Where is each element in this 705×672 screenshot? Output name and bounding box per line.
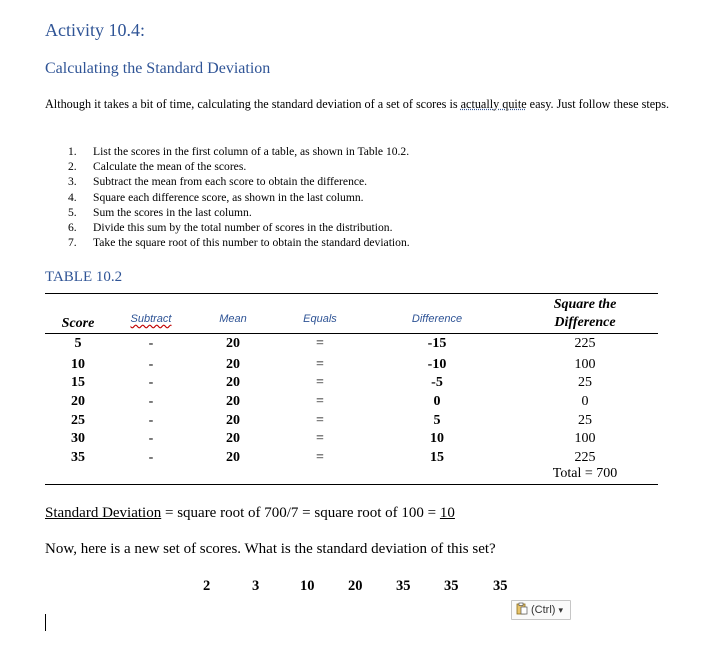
step-text: Divide this sum by the total number of scores in the distribution. (93, 220, 393, 234)
new-score-value: 20 (348, 578, 363, 594)
step-item (68, 190, 410, 205)
step-number: 7. (68, 236, 77, 250)
cell-subtract: - (148, 450, 154, 465)
cell-mean: 20 (226, 375, 240, 390)
step-item (68, 235, 410, 250)
cell-square: 0 (581, 394, 589, 409)
question-text: Now, here is a new set of scores. What is the standard deviation of this set? (45, 541, 496, 557)
cell-equals: = (316, 431, 324, 446)
cell-score: 30 (71, 431, 85, 446)
table-caption: TABLE 10.2 (45, 269, 123, 285)
steps-list (68, 144, 410, 250)
cell-equals: = (316, 357, 324, 372)
step-text: Subtract the mean from each score to obtain the difference. (93, 175, 368, 189)
cell-mean: 20 (226, 413, 240, 428)
cell-square: 100 (574, 357, 596, 372)
step-item (68, 220, 410, 235)
step-number: 6. (68, 220, 77, 234)
header-square-difference (535, 296, 635, 332)
cell-difference: 10 (430, 431, 444, 446)
cell-subtract: - (148, 336, 154, 351)
step-number: 2. (68, 160, 77, 174)
cell-equals: = (316, 413, 324, 428)
new-score-value: 3 (252, 578, 260, 594)
table-bottom-rule (45, 484, 658, 485)
header-subtract-text: Subtract (130, 313, 172, 325)
header-square-line1: Square the (553, 297, 617, 312)
step-text: Sum the scores in the last column. (93, 205, 252, 219)
header-difference: Difference (411, 313, 463, 325)
cell-equals: = (316, 375, 324, 390)
header-mean: Mean (219, 313, 247, 325)
cell-score: 35 (71, 450, 85, 465)
chevron-down-icon: ▾ (558, 604, 563, 615)
clipboard-icon (516, 602, 528, 618)
step-item (68, 205, 410, 220)
table-total: Total = 700 (552, 466, 618, 481)
cell-score: 15 (71, 375, 85, 390)
step-text: Square each difference score, as shown in the last column. (93, 190, 364, 204)
sd-value: 10 (439, 505, 455, 521)
paste-options-button[interactable] (511, 600, 571, 620)
cell-mean: 20 (226, 431, 240, 446)
cell-square: 225 (574, 336, 596, 351)
cell-subtract: - (148, 431, 154, 446)
cell-subtract: - (148, 375, 154, 390)
new-score-value: 35 (493, 578, 508, 594)
cell-score: 25 (71, 413, 85, 428)
step-number: 4. (68, 190, 77, 204)
new-score-value: 10 (300, 578, 315, 594)
standard-deviation-line (45, 505, 455, 522)
step-item (68, 144, 410, 159)
cell-subtract: - (148, 413, 154, 428)
cell-mean: 20 (226, 394, 240, 409)
sd-middle: = square root of 700/7 = square root of 100 = (161, 505, 440, 521)
step-number: 3. (68, 175, 77, 189)
cell-score: 5 (74, 336, 82, 351)
cell-square: 100 (574, 431, 596, 446)
cell-difference: 5 (433, 413, 441, 428)
intro-marked-text: actually quite (460, 97, 527, 111)
cell-difference: 0 (433, 394, 441, 409)
new-score-value: 35 (444, 578, 459, 594)
cell-subtract: - (148, 394, 154, 409)
cell-difference: 15 (430, 450, 444, 465)
cell-subtract: - (148, 357, 154, 372)
table-top-rule (45, 293, 658, 294)
cell-equals: = (316, 336, 324, 351)
cell-equals: = (316, 450, 324, 465)
text-cursor (45, 614, 46, 631)
cell-difference: -15 (427, 336, 447, 351)
cell-square: 25 (578, 413, 592, 428)
step-number: 5. (68, 205, 77, 219)
intro-before: Although it takes a bit of time, calculating the standard deviation of a set of scores is (45, 97, 461, 111)
cell-score: 20 (71, 394, 85, 409)
header-equals: Equals (303, 313, 337, 325)
intro-after: easy. Just follow these steps. (526, 97, 670, 111)
header-score: Score (61, 316, 95, 331)
cell-square: 25 (578, 375, 592, 390)
step-text: Calculate the mean of the scores. (93, 160, 247, 174)
step-item (68, 174, 410, 189)
cell-mean: 20 (226, 336, 240, 351)
cell-mean: 20 (226, 357, 240, 372)
step-text: List the scores in the first column of a table, as shown in Table 10.2. (93, 145, 410, 158)
header-square-line2: Difference (554, 315, 616, 330)
cell-score: 10 (71, 357, 85, 372)
sd-label: Standard Deviation (45, 505, 162, 521)
cell-square: 225 (574, 450, 596, 465)
activity-title: Activity 10.4: (45, 20, 145, 40)
cell-difference: -5 (431, 375, 443, 390)
step-text: Take the square root of this number to obtain the standard deviation. (93, 236, 410, 250)
new-score-value: 35 (396, 578, 411, 594)
paste-options-label: (Ctrl) (531, 604, 556, 616)
cell-mean: 20 (226, 450, 240, 465)
intro-paragraph (45, 96, 675, 113)
cell-difference: -10 (427, 357, 447, 372)
step-item (68, 159, 410, 174)
activity-subtitle: Calculating the Standard Deviation (45, 60, 271, 77)
table-header-rule (45, 333, 658, 334)
step-number: 1. (68, 145, 77, 158)
new-score-value: 2 (203, 578, 211, 594)
cell-equals: = (316, 394, 324, 409)
header-subtract (120, 313, 182, 325)
